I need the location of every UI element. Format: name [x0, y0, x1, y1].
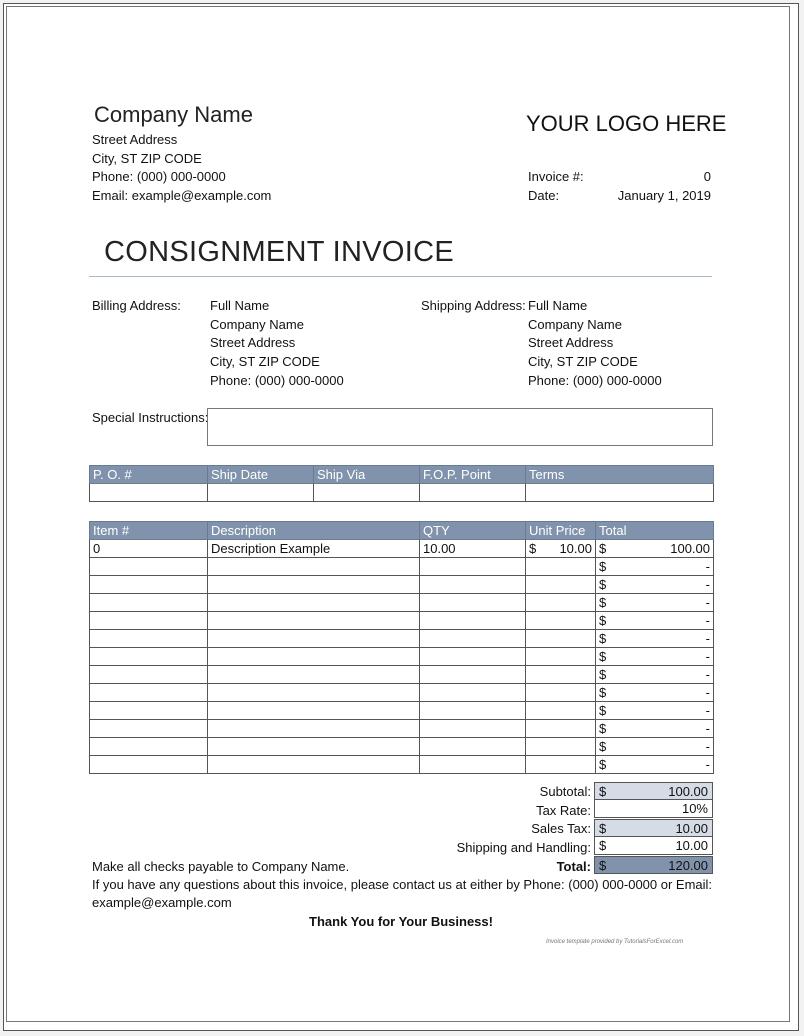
unit-price-cell[interactable]: [526, 720, 596, 738]
checks-note: Make all checks payable to Company Name.: [92, 859, 350, 874]
item-number-cell[interactable]: [90, 576, 208, 594]
subtotal-value: 100.00: [668, 784, 708, 799]
tax-rate-value[interactable]: 10%: [594, 800, 713, 818]
line-total-currency: $: [599, 577, 607, 592]
date-label: Date:: [528, 188, 560, 203]
table-row: [90, 576, 714, 594]
qty-cell[interactable]: [420, 576, 526, 594]
description-cell[interactable]: [208, 666, 420, 684]
fop-point-cell[interactable]: [420, 484, 526, 502]
billing-line: Phone: (000) 000-0000: [210, 373, 344, 388]
total-cell: [596, 540, 714, 558]
item-number-cell[interactable]: [90, 702, 208, 720]
qty-cell[interactable]: [420, 738, 526, 756]
sales-tax-value: 10.00: [675, 821, 708, 836]
description-cell[interactable]: [208, 576, 420, 594]
subtotal-currency: $: [599, 784, 607, 799]
item-number-cell[interactable]: [90, 630, 208, 648]
billing-address-label: Billing Address:: [92, 298, 181, 313]
order-info-table: [89, 465, 714, 502]
line-total-value: -: [705, 721, 710, 736]
description-cell[interactable]: [208, 702, 420, 720]
total-label: Total:: [556, 859, 591, 874]
ship-date-cell[interactable]: [208, 484, 314, 502]
unit-price-cell[interactable]: [526, 648, 596, 666]
unit-price-cell[interactable]: [526, 630, 596, 648]
description-cell[interactable]: [208, 756, 420, 774]
unit-price-cell[interactable]: [526, 558, 596, 576]
billing-line: Full Name: [210, 298, 270, 313]
invoice-number-value: 0: [703, 169, 711, 184]
line-total-currency: $: [599, 667, 607, 682]
table-row: [90, 540, 714, 558]
item-number-cell[interactable]: [90, 594, 208, 612]
description-cell[interactable]: [208, 594, 420, 612]
item-number-cell[interactable]: [90, 648, 208, 666]
description-cell[interactable]: Description Example: [208, 540, 420, 558]
tax-rate-label: Tax Rate:: [536, 803, 591, 818]
line-total-currency: $: [599, 757, 607, 772]
table-row: [90, 738, 714, 756]
item-number-cell[interactable]: [90, 738, 208, 756]
unit-price-cell[interactable]: [526, 612, 596, 630]
line-total-value: -: [705, 667, 710, 682]
total-cell: [596, 756, 714, 774]
company-street: Street Address: [92, 132, 178, 147]
shipping-line: Street Address: [528, 335, 614, 350]
item-number-cell[interactable]: [90, 612, 208, 630]
total-cell: [596, 666, 714, 684]
header-ship-via: Ship Via: [314, 466, 420, 484]
total-cell: [596, 738, 714, 756]
item-number-cell[interactable]: 0: [90, 540, 208, 558]
table-row: [90, 594, 714, 612]
sales-tax-label: Sales Tax:: [531, 821, 591, 836]
line-total-currency: $: [599, 703, 607, 718]
total-cell: [596, 720, 714, 738]
total-cell: [596, 648, 714, 666]
qty-cell[interactable]: [420, 702, 526, 720]
shipping-line: City, ST ZIP CODE: [528, 354, 638, 369]
po-cell[interactable]: [90, 484, 208, 502]
item-number-cell[interactable]: [90, 684, 208, 702]
qty-cell[interactable]: 10.00: [420, 540, 526, 558]
shipping-handling-currency: $: [599, 838, 607, 853]
header-description: Description: [208, 522, 420, 540]
line-total-currency: $: [599, 631, 607, 646]
description-cell[interactable]: [208, 630, 420, 648]
logo-placeholder: YOUR LOGO HERE: [526, 111, 727, 136]
table-row: [90, 558, 714, 576]
total-cell: [596, 576, 714, 594]
invoice-title: CONSIGNMENT INVOICE: [104, 236, 454, 268]
qty-cell[interactable]: [420, 558, 526, 576]
unit-price-cell[interactable]: [526, 540, 596, 558]
qty-cell[interactable]: [420, 666, 526, 684]
header-po: P. O. #: [90, 466, 208, 484]
unit-price-cell[interactable]: [526, 666, 596, 684]
unit-price-cell[interactable]: [526, 738, 596, 756]
item-number-cell[interactable]: [90, 756, 208, 774]
description-cell[interactable]: [208, 684, 420, 702]
table-row: [90, 630, 714, 648]
shipping-line: Full Name: [528, 298, 588, 313]
header-fop-point: F.O.P. Point: [420, 466, 526, 484]
description-cell[interactable]: [208, 612, 420, 630]
thank-you-note: Thank You for Your Business!: [309, 914, 493, 929]
ship-via-cell[interactable]: [314, 484, 420, 502]
total-value: 120.00: [668, 858, 708, 873]
line-total-value: -: [705, 577, 710, 592]
company-email: Email: example@example.com: [92, 188, 272, 203]
item-number-cell[interactable]: [90, 720, 208, 738]
qty-cell[interactable]: [420, 648, 526, 666]
line-total-currency: $: [599, 559, 607, 574]
qty-cell[interactable]: [420, 630, 526, 648]
table-row: [90, 666, 714, 684]
unit-price-cell[interactable]: [526, 756, 596, 774]
line-total-value: -: [705, 613, 710, 628]
special-instructions-input[interactable]: [207, 408, 713, 446]
header-unit-price: Unit Price: [526, 522, 596, 540]
line-total-currency: $: [599, 685, 607, 700]
line-total-value: -: [705, 631, 710, 646]
special-instructions-label: Special Instructions:: [92, 410, 209, 425]
date-value: January 1, 2019: [617, 188, 711, 203]
header-item-number: Item #: [90, 522, 208, 540]
qty-cell[interactable]: [420, 756, 526, 774]
unit-price-cell[interactable]: [526, 702, 596, 720]
item-number-cell[interactable]: [90, 666, 208, 684]
line-total-value: -: [705, 595, 710, 610]
sales-tax-currency: $: [599, 821, 607, 836]
line-total-value: -: [705, 703, 710, 718]
line-total-value: -: [705, 757, 710, 772]
table-row: [90, 702, 714, 720]
table-row: [90, 612, 714, 630]
shipping-handling-value: 10.00: [675, 838, 708, 853]
qty-cell[interactable]: [420, 684, 526, 702]
shipping-line: Phone: (000) 000-0000: [528, 373, 662, 388]
line-total-value: -: [705, 649, 710, 664]
company-phone: Phone: (000) 000-0000: [92, 169, 226, 184]
questions-note: If you have any questions about this invoice, please contact us at either by Phone: (000) 000-0000 or Email:: [92, 877, 713, 892]
shipping-address-label: Shipping Address:: [421, 298, 526, 313]
qty-cell[interactable]: [420, 720, 526, 738]
header-ship-date: Ship Date: [208, 466, 314, 484]
questions-email: example@example.com: [92, 895, 232, 910]
qty-cell[interactable]: [420, 594, 526, 612]
total-cell: [596, 630, 714, 648]
line-total-value: -: [705, 559, 710, 574]
line-total-currency: $: [599, 649, 607, 664]
template-credit: Invoice template provided by TutorialsForExcel.com: [546, 939, 684, 945]
description-cell[interactable]: [208, 738, 420, 756]
unit-price-cell[interactable]: [526, 684, 596, 702]
shipping-handling-label: Shipping and Handling:: [456, 840, 591, 855]
total-cell: [596, 702, 714, 720]
terms-cell[interactable]: [526, 484, 714, 502]
item-number-cell[interactable]: [90, 558, 208, 576]
header-total: Total: [596, 522, 714, 540]
line-total-value: 100.00: [670, 541, 710, 556]
unit-price-value: 10.00: [559, 541, 592, 556]
company-city: City, ST ZIP CODE: [92, 151, 202, 166]
total-cell: [596, 612, 714, 630]
shipping-handling-cell[interactable]: [594, 837, 713, 855]
header-terms: Terms: [526, 466, 714, 484]
description-cell[interactable]: [208, 648, 420, 666]
unit-price-currency: $: [529, 541, 537, 556]
items-table: [89, 521, 714, 774]
line-total-currency: $: [599, 739, 607, 754]
sales-tax-cell: [594, 819, 713, 837]
line-total-currency: $: [599, 721, 607, 736]
total-cell: [596, 594, 714, 612]
billing-line: Street Address: [210, 335, 296, 350]
total-cell: [596, 684, 714, 702]
header-qty: QTY: [420, 522, 526, 540]
subtotal-cell: [594, 782, 713, 800]
title-rule: [89, 276, 712, 277]
shipping-line: Company Name: [528, 317, 622, 332]
table-row: [90, 756, 714, 774]
table-row: [90, 684, 714, 702]
billing-line: Company Name: [210, 317, 304, 332]
line-total-value: -: [705, 739, 710, 754]
table-row: [90, 648, 714, 666]
unit-price-cell[interactable]: [526, 576, 596, 594]
description-cell[interactable]: [208, 720, 420, 738]
table-row: [90, 720, 714, 738]
line-total-currency: $: [599, 595, 607, 610]
total-cell: [594, 856, 713, 874]
company-name: Company Name: [94, 102, 253, 127]
total-currency: $: [599, 858, 607, 873]
line-total-currency: $: [599, 541, 607, 556]
invoice-number-label: Invoice #:: [528, 169, 584, 184]
description-cell[interactable]: [208, 558, 420, 576]
billing-line: City, ST ZIP CODE: [210, 354, 320, 369]
subtotal-label: Subtotal:: [539, 784, 591, 799]
line-total-value: -: [705, 685, 710, 700]
unit-price-cell[interactable]: [526, 594, 596, 612]
line-total-currency: $: [599, 613, 607, 628]
total-cell: [596, 558, 714, 576]
qty-cell[interactable]: [420, 612, 526, 630]
